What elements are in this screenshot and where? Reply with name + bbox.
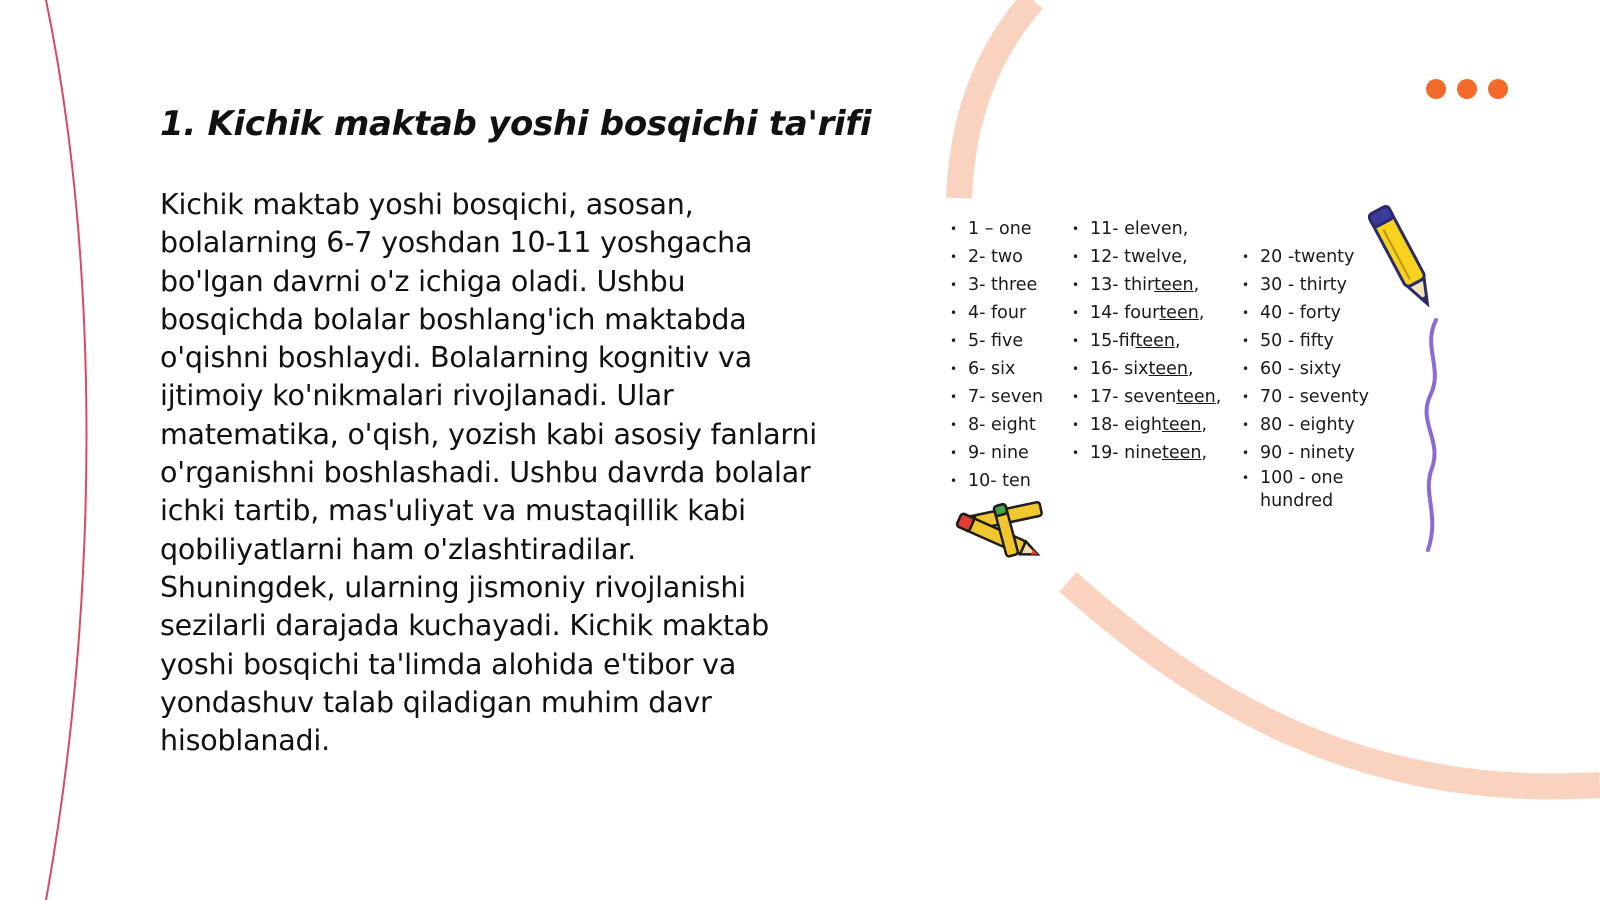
accent-dot-3 bbox=[1488, 79, 1508, 99]
number-item-punct: , bbox=[1201, 415, 1208, 435]
number-item bbox=[1072, 271, 1221, 299]
number-item-prefix: 18- eigh bbox=[1090, 415, 1162, 435]
number-item: • 8- eight bbox=[950, 411, 1043, 439]
number-item: • 60 - sixty bbox=[1242, 355, 1370, 383]
number-item-prefix: 11- eleven, bbox=[1090, 219, 1189, 239]
purple-squiggle-icon bbox=[1418, 318, 1448, 554]
accent-dots bbox=[1426, 79, 1508, 99]
number-item: • 90 - ninety bbox=[1242, 439, 1370, 467]
number-item: • 4- four bbox=[950, 299, 1043, 327]
number-item-prefix: 19- nine bbox=[1090, 443, 1162, 463]
number-item-suffix-underlined: teen bbox=[1154, 275, 1194, 295]
number-item: • 70 - seventy bbox=[1242, 383, 1370, 411]
number-item-prefix: 14- four bbox=[1090, 303, 1160, 323]
number-item-punct: , bbox=[1215, 387, 1222, 407]
numbers-list-image bbox=[950, 215, 1380, 515]
accent-dot-2 bbox=[1457, 79, 1477, 99]
number-item: • 10- ten bbox=[950, 467, 1043, 495]
number-item bbox=[1072, 439, 1221, 467]
number-item-punct: , bbox=[1193, 275, 1200, 295]
number-item-prefix: 13- thir bbox=[1090, 275, 1155, 295]
number-item-prefix: 12- twelve, bbox=[1090, 247, 1188, 267]
number-item-punct: , bbox=[1174, 331, 1181, 351]
numbers-column-1 bbox=[950, 215, 1043, 495]
number-item-suffix-underlined: teen bbox=[1176, 387, 1216, 407]
number-item: • 2- two bbox=[950, 243, 1043, 271]
number-item bbox=[1072, 299, 1221, 327]
number-item-suffix-underlined: teen bbox=[1159, 303, 1199, 323]
number-item-prefix: 16- six bbox=[1090, 359, 1149, 379]
number-item: • 6- six bbox=[950, 355, 1043, 383]
slide-title: 1. Kichik maktab yoshi bosqichi ta'rifi bbox=[160, 104, 872, 144]
number-item bbox=[1072, 355, 1221, 383]
peach-arc-top bbox=[959, 0, 1033, 198]
number-item-suffix-underlined: teen bbox=[1148, 359, 1188, 379]
number-item-punct: , bbox=[1201, 443, 1208, 463]
left-edge-curve bbox=[46, 0, 87, 900]
number-item-suffix-underlined: teen bbox=[1135, 331, 1175, 351]
number-item-punct: , bbox=[1198, 303, 1205, 323]
number-item: • 1 – one bbox=[950, 215, 1043, 243]
number-item bbox=[1072, 327, 1221, 355]
number-item-prefix: 15-fif bbox=[1090, 331, 1136, 351]
number-item-punct: , bbox=[1187, 359, 1194, 379]
numbers-column-3 bbox=[1242, 243, 1370, 513]
number-item bbox=[1072, 215, 1221, 243]
number-item bbox=[1072, 243, 1221, 271]
numbers-column-2 bbox=[1072, 215, 1221, 467]
peach-arc-bottom bbox=[1068, 582, 1600, 786]
number-item: • 9- nine bbox=[950, 439, 1043, 467]
yellow-marker-clipart-icon bbox=[1368, 198, 1438, 318]
number-item: • 5- five bbox=[950, 327, 1043, 355]
number-item-suffix-underlined: teen bbox=[1161, 415, 1202, 435]
number-item: • 100 - one hundred bbox=[1242, 467, 1370, 513]
number-item-suffix-underlined: teen bbox=[1161, 443, 1202, 463]
slide-body-text: Kichik maktab yoshi bosqichi, asosan, bolalarning 6-7 yoshdan 10-11 yoshgacha bo'lgan davrni o'z ichiga oladi. Ushbu bosqichda bolalar boshlang'ich maktabda o'qishni boshlaydi. Bolalarning kognitiv va ijtimoiy ko'nikmalari rivojlanadi. Ular matematika, o'qish, yozish kabi asosiy fanlarni o'rganishni boshlashadi. Ushbu davrda bolalar ichki tartib, mas'uliyat va mustaqillik kabi qobiliyatlarni ham o'zlashtiradilar. Shuningdek, ularning jismoniy rivojlanishi sezilarli darajada kuchayadi. Kichik maktab yoshi bosqichi ta'limda alohida e'tibor va yondashuv talab qiladigan muhim davr hisoblanadi. bbox=[160, 188, 818, 758]
number-item: • 80 - eighty bbox=[1242, 411, 1370, 439]
number-item: • 20 -twenty bbox=[1242, 243, 1370, 271]
number-item: • 3- three bbox=[950, 271, 1043, 299]
number-item: • 50 - fifty bbox=[1242, 327, 1370, 355]
number-item: • 7- seven bbox=[950, 383, 1043, 411]
number-item: • 30 - thirty bbox=[1242, 271, 1370, 299]
number-item bbox=[1072, 411, 1221, 439]
accent-dot-1 bbox=[1426, 79, 1446, 99]
number-item bbox=[1072, 383, 1221, 411]
crossed-pencils-clipart-icon bbox=[948, 500, 1058, 576]
number-item: • 40 - forty bbox=[1242, 299, 1370, 327]
number-item-prefix: 17- seven bbox=[1090, 387, 1177, 407]
